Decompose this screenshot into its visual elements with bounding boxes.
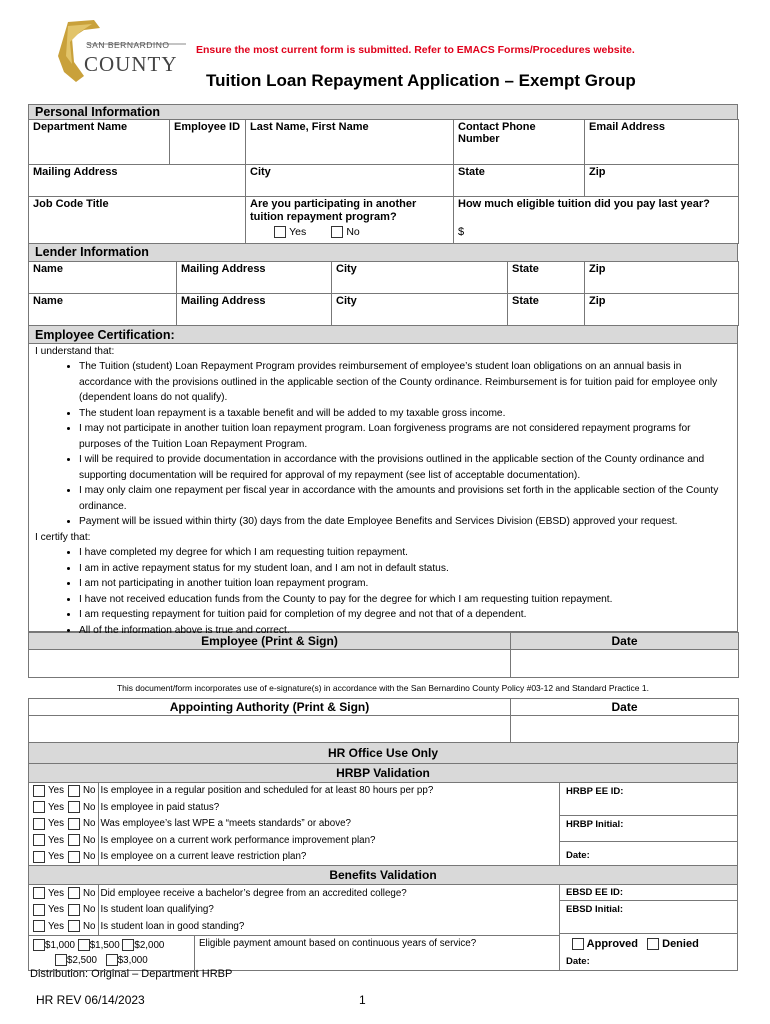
lender2-zip-label: Zip xyxy=(585,294,739,309)
lender2-city-field[interactable] xyxy=(332,308,508,325)
yes-checkbox[interactable] xyxy=(33,785,45,797)
no-checkbox[interactable] xyxy=(68,785,80,797)
current-form-warning: Ensure the most current form is submitted. Refer to EMACS Forms/Procedures website. xyxy=(196,44,635,56)
hrbp-row xyxy=(29,816,559,833)
understand-item: • I will be required to provide documentation in accordance with the provisions outlined in the applicable section of the County ordinance and supporting documentation will be required for approval of my repayment (see list of acceptable documentation). xyxy=(79,452,731,483)
hrbp-question: Is employee on a current work performance improvement plan? xyxy=(98,832,376,849)
hrbp-ee-id[interactable]: HRBP EE ID: xyxy=(560,783,737,816)
participating-question-text: Are you participating in another tuition repayment program? xyxy=(250,198,417,223)
no-label: No xyxy=(82,887,96,899)
no-label: No xyxy=(82,904,96,916)
approved-label: Approved xyxy=(586,938,638,950)
lender2-name-field[interactable] xyxy=(29,308,177,325)
no-checkbox[interactable] xyxy=(68,834,80,846)
yes-checkbox[interactable] xyxy=(33,920,45,932)
name-field[interactable] xyxy=(246,146,454,164)
appointing-sign-heading: Appointing Authority (Print & Sign) xyxy=(29,698,511,715)
employee-signature-table xyxy=(28,632,739,678)
no-checkbox[interactable] xyxy=(68,887,80,899)
employee-date-field[interactable] xyxy=(511,649,739,677)
lender2-mailing-field[interactable] xyxy=(177,308,332,325)
lender2-city-label: City xyxy=(332,294,508,309)
yes-checkbox[interactable] xyxy=(33,818,45,830)
yes-label: Yes xyxy=(48,801,64,813)
distribution-note: Distribution: Original – Department HRBP xyxy=(30,968,233,980)
participating-no-checkbox[interactable] xyxy=(331,226,343,238)
yes-label: Yes xyxy=(48,920,64,932)
job-code-title-label[interactable]: Job Code Title xyxy=(29,197,246,244)
no-label: No xyxy=(82,920,96,932)
zip-field[interactable] xyxy=(585,179,739,197)
no-checkbox[interactable] xyxy=(68,818,80,830)
certify-item: • I have completed my degree for which I am requesting tuition repayment. xyxy=(79,545,731,561)
amount-2500-label: $2,500 xyxy=(67,954,97,966)
dollar-sign: $ xyxy=(458,226,465,238)
certify-item: • I have not received education funds from the County to pay for the degree for which I am requesting tuition repayment. xyxy=(79,592,731,608)
employee-sign-heading: Employee (Print & Sign) xyxy=(29,632,511,649)
personal-information-section xyxy=(28,104,738,971)
hrbp-row xyxy=(29,783,559,800)
hrbp-row xyxy=(29,799,559,816)
name-label: Last Name, First Name xyxy=(246,120,454,147)
participating-question xyxy=(246,197,454,226)
department-name-field[interactable] xyxy=(29,146,170,164)
benefits-row xyxy=(29,902,559,919)
amount-1000-checkbox[interactable] xyxy=(33,939,45,951)
yes-label: Yes xyxy=(48,785,64,797)
yes-checkbox[interactable] xyxy=(33,887,45,899)
understand-intro: I understand that: xyxy=(35,345,115,357)
lender2-state-field[interactable] xyxy=(508,308,585,325)
yes-checkbox[interactable] xyxy=(33,834,45,846)
mailing-address-field[interactable] xyxy=(29,179,246,197)
benefits-question: Did employee receive a bachelor’s degree from an accredited college? xyxy=(98,885,407,902)
ebsd-initial[interactable]: EBSD Initial: xyxy=(560,901,737,934)
understand-list xyxy=(35,359,731,530)
lender-state-label: State xyxy=(508,261,585,276)
hrbp-question: Is employee on a current leave restriction plan? xyxy=(98,849,307,866)
amount-3000-checkbox[interactable] xyxy=(106,954,118,966)
yes-label: Yes xyxy=(48,834,64,846)
participating-no-label: No xyxy=(346,226,360,238)
no-label: No xyxy=(82,851,96,863)
lender-state-field[interactable] xyxy=(508,276,585,294)
amount-2000-checkbox[interactable] xyxy=(122,939,134,951)
ebsd-ee-id[interactable]: EBSD EE ID: xyxy=(560,885,737,901)
yes-checkbox[interactable] xyxy=(33,801,45,813)
personal-info-heading: Personal Information xyxy=(28,104,738,119)
hrbp-validation-heading: HRBP Validation xyxy=(29,764,737,783)
amount-3000-label: $3,000 xyxy=(117,954,148,966)
understand-item: • Payment will be issued within thirty (30) days from the date Employee Benefits and Services Division (EBSD) approved your request. xyxy=(79,514,731,530)
city-label: City xyxy=(246,164,454,179)
employee-id-label: Employee ID xyxy=(170,120,246,147)
employee-date-heading: Date xyxy=(511,632,739,649)
hrbp-side xyxy=(560,783,737,866)
hrbp-block xyxy=(29,783,737,866)
decision-options xyxy=(560,934,737,950)
hr-office-heading: HR Office Use Only xyxy=(29,743,737,764)
mailing-address-label: Mailing Address xyxy=(29,164,246,179)
tuition-question: How much eligible tuition did you pay last year? xyxy=(454,197,739,226)
hrbp-question: Is employee in a regular position and scheduled for at least 80 hours per pp? xyxy=(98,783,434,800)
hrbp-date[interactable]: Date: xyxy=(566,849,590,861)
zip-label: Zip xyxy=(585,164,739,179)
lender-info-table xyxy=(28,261,739,326)
no-checkbox[interactable] xyxy=(68,904,80,916)
certification-heading: Employee Certification: xyxy=(29,326,737,344)
certify-item: • I am in active repayment status for my student loan, and I am not in default status. xyxy=(79,561,731,577)
hrbp-row xyxy=(29,832,559,849)
participating-options xyxy=(246,225,454,243)
participating-yes-label: Yes xyxy=(289,226,307,238)
amount-1000-label: $1,000 xyxy=(45,939,75,951)
approved-checkbox[interactable] xyxy=(572,938,584,950)
appointing-date-heading: Date xyxy=(511,698,739,715)
lender2-state-label: State xyxy=(508,294,585,309)
amount-options xyxy=(29,936,195,970)
revision-label: HR REV 06/14/2023 xyxy=(36,993,145,1007)
yes-label: Yes xyxy=(48,818,64,830)
lender-zip-label: Zip xyxy=(585,261,739,276)
certify-intro: I certify that: xyxy=(35,531,91,543)
hrbp-row xyxy=(29,849,559,866)
city-field[interactable] xyxy=(246,179,454,197)
yes-label: Yes xyxy=(48,887,64,899)
benefits-block xyxy=(29,885,737,970)
lender-name-label: Name xyxy=(29,261,177,276)
no-label: No xyxy=(82,801,96,813)
benefits-question: Is student loan qualifying? xyxy=(98,902,214,919)
employee-id-field[interactable] xyxy=(170,146,246,164)
benefits-validation-heading: Benefits Validation xyxy=(29,865,737,885)
lender-mailing-field[interactable] xyxy=(177,276,332,294)
certification-body xyxy=(29,344,737,636)
hrbp-question: Is employee in paid status? xyxy=(98,799,220,816)
no-label: No xyxy=(82,834,96,846)
benefits-question: Is student loan in good standing? xyxy=(98,918,245,935)
denied-label: Denied xyxy=(662,938,699,950)
email-field[interactable] xyxy=(585,146,739,164)
amount-2500-checkbox[interactable] xyxy=(55,954,67,966)
yes-checkbox[interactable] xyxy=(33,904,45,916)
lender-mailing-label: Mailing Address xyxy=(177,261,332,276)
certify-item: • I am not participating in another tuition loan repayment program. xyxy=(79,576,731,592)
understand-item: • I may only claim one repayment per fiscal year in accordance with the amounts and provisions set forth in the applicable section of the County ordinance. xyxy=(79,483,731,514)
participating-yes-checkbox[interactable] xyxy=(274,226,286,238)
certification-section xyxy=(28,326,738,636)
no-checkbox[interactable] xyxy=(68,801,80,813)
employee-signature-field[interactable] xyxy=(29,649,511,677)
state-label: State xyxy=(454,164,585,179)
benefits-questions xyxy=(29,885,560,970)
tuition-amount-field[interactable] xyxy=(454,225,739,243)
lender-name-field[interactable] xyxy=(29,276,177,294)
no-checkbox[interactable] xyxy=(68,851,80,863)
appointing-signature-field[interactable] xyxy=(29,715,511,742)
lender2-mailing-label: Mailing Address xyxy=(177,294,332,309)
certify-item: • I am requesting repayment for tuition paid for completion of my degree and not that of a dependent. xyxy=(79,607,731,623)
state-field[interactable] xyxy=(454,179,585,197)
amount-row xyxy=(29,935,559,970)
lender2-name-label: Name xyxy=(29,294,177,309)
email-label: Email Address xyxy=(585,120,739,147)
hrbp-question: Was employee’s last WPE a “meets standards” or above? xyxy=(98,816,351,833)
phone-label: Contact Phone Number xyxy=(454,120,585,147)
understand-item: • I may not participate in another tuition loan repayment program. Loan forgiveness programs are not considered repayment programs for purposes of the Tuition Loan Repayment Program. xyxy=(79,421,731,452)
lender-zip-field[interactable] xyxy=(585,276,739,294)
hr-office-section xyxy=(28,743,738,971)
logo-text-county: COUNTY xyxy=(84,52,178,76)
yes-label: Yes xyxy=(48,904,64,916)
form-title: Tuition Loan Repayment Application – Exempt Group xyxy=(206,71,636,90)
amount-1500-label: $1,500 xyxy=(89,939,120,951)
department-name-label: Department Name xyxy=(29,120,170,147)
appointing-signature-table xyxy=(28,698,739,743)
hrbp-questions xyxy=(29,783,560,866)
no-label: No xyxy=(82,818,96,830)
benefits-side xyxy=(560,885,737,970)
amount-1500-checkbox[interactable] xyxy=(78,939,90,951)
certify-list xyxy=(35,545,731,638)
benefits-row xyxy=(29,885,559,902)
understand-item: • The student loan repayment is a taxable benefit and will be added to my taxable gross income. xyxy=(79,406,731,422)
amount-2000-label: $2,000 xyxy=(134,939,165,951)
lender-info-heading: Lender Information xyxy=(28,244,738,261)
personal-info-table xyxy=(28,119,739,244)
hrbp-initial[interactable]: HRBP Initial: xyxy=(560,816,737,842)
phone-field[interactable] xyxy=(454,146,585,164)
lender-city-field[interactable] xyxy=(332,276,508,294)
no-label: No xyxy=(82,785,96,797)
understand-item: • The Tuition (student) Loan Repayment Program provides reimbursement of employee’s student loan obligations on an annual basis in accordance with the provisions outlined in the applicable section of the County ordinance. Reimbursement is for tuition paid for employee only (dependent loans do not qualify). xyxy=(79,359,731,406)
denied-checkbox[interactable] xyxy=(647,938,659,950)
logo-text-top: SAN BERNARDINO xyxy=(86,40,170,50)
page-number: 1 xyxy=(359,993,366,1007)
appointing-date-field[interactable] xyxy=(511,715,739,742)
lender2-zip-field[interactable] xyxy=(585,308,739,325)
certify-item: • All of the information above is true and correct. xyxy=(79,623,731,639)
yes-label: Yes xyxy=(48,851,64,863)
yes-checkbox[interactable] xyxy=(33,851,45,863)
lender-city-label: City xyxy=(332,261,508,276)
amount-note: Eligible payment amount based on continuous years of service? xyxy=(199,937,477,949)
benefits-row xyxy=(29,918,559,935)
benefits-date[interactable]: Date: xyxy=(566,956,590,968)
esignature-note: This document/form incorporates use of e-signature(s) in accordance with the San Bernardino County Policy #03-12 and Standard Practice 1. xyxy=(116,682,649,693)
no-checkbox[interactable] xyxy=(68,920,80,932)
